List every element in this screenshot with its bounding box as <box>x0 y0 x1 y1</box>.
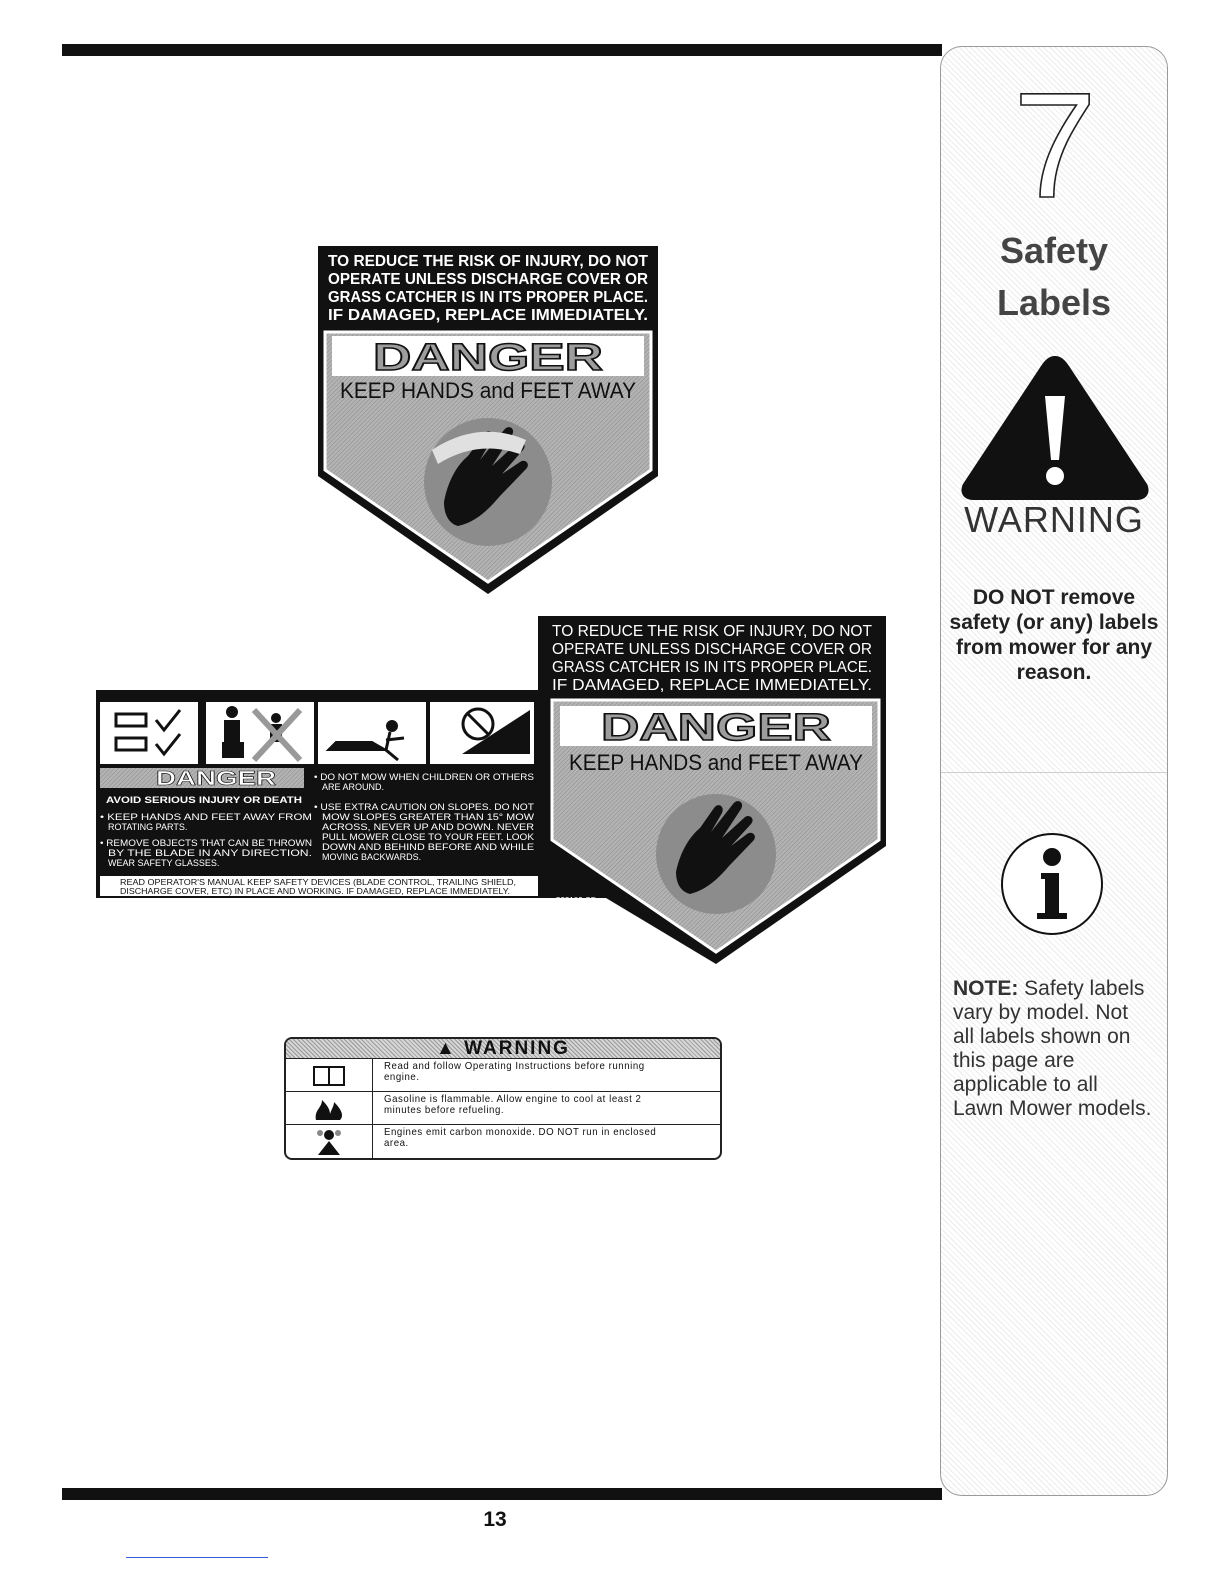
warning-row-1-text: Read and follow Operating Instructions before running engine. <box>384 1060 645 1083</box>
chapter-sidebar <box>940 46 1168 1496</box>
warning-row-2 <box>286 1091 720 1125</box>
top-rule <box>62 44 942 56</box>
small-danger-heading: DANGER <box>156 768 277 790</box>
info-icon <box>997 829 1107 939</box>
label1-danger-word: DANGER <box>373 337 603 379</box>
right-bullet-2b: MOW SLOPES GREATER THAN 15° MOW <box>322 812 535 822</box>
danger-combo-label <box>86 614 892 966</box>
right-bullet-2e: DOWN AND BEHIND BEFORE AND WHILE <box>322 842 534 852</box>
label1-top-line-4: IF DAMAGED, REPLACE IMMEDIATELY. <box>328 307 648 324</box>
left-bullet-1: • KEEP HANDS AND FEET AWAY FROM <box>100 812 312 822</box>
label1-top-line-1: TO REDUCE THE RISK OF INJURY, DO NOT <box>328 253 649 270</box>
right-bullet-2d: PULL MOWER CLOSE TO YOUR FEET. LOOK <box>322 832 534 842</box>
footer-line-2: DISCHARGE COVER, ETC) IN PLACE AND WORKING. IF DAMAGED, REPLACE IMMEDIATELY. <box>120 886 510 896</box>
warning-row-3-text: Engines emit carbon monoxide. DO NOT run in enclosed area. <box>384 1126 657 1149</box>
carbon-monoxide-icon <box>286 1125 373 1158</box>
left-bullet-2c: WEAR SAFETY GLASSES. <box>108 858 220 868</box>
warning-decal <box>284 1037 722 1160</box>
label2-part-number: 532102 CD <box>556 896 597 905</box>
left-bullet-2b: BY THE BLADE IN ANY DIRECTION. <box>108 848 312 858</box>
label1-top-line-3: GRASS CATCHER IS IN ITS PROPER PLACE. <box>328 289 648 306</box>
warning-decal-title-text: WARNING <box>464 1038 570 1059</box>
footer-link-underline[interactable] <box>126 1557 268 1558</box>
manual-icon <box>286 1059 373 1092</box>
warning-word: WARNING <box>964 499 1144 540</box>
chapter-number-text: 7 <box>1013 69 1097 209</box>
chapter-number <box>941 69 1168 209</box>
label2-top-line-3: GRASS CATCHER IS IN ITS PROPER PLACE. <box>552 659 872 676</box>
right-bullet-1b: ARE AROUND. <box>322 782 385 792</box>
chapter-title-line-2: Labels <box>996 282 1112 323</box>
right-bullet-2f: MOVING BACKWARDS. <box>322 852 422 862</box>
note-label: NOTE: <box>953 977 1019 1000</box>
note-body: Safety labels vary by model. Not all labels shown on this page are applicable to all Lawn Mower models. <box>953 977 1152 1120</box>
right-bullet-2c: ACROSS, NEVER UP AND DOWN. NEVER <box>322 822 535 832</box>
warning-row-1 <box>286 1058 720 1092</box>
warning-row-3 <box>286 1124 720 1158</box>
label1-top-line-2: OPERATE UNLESS DISCHARGE COVER OR <box>328 271 649 288</box>
sidebar-divider <box>941 772 1167 773</box>
bottom-rule <box>62 1488 942 1500</box>
chapter-title <box>941 225 1167 329</box>
label2-keep-away: KEEP HANDS and FEET AWAY <box>569 750 864 775</box>
left-bullet-2: • REMOVE OBJECTS THAT CAN BE THROWN <box>100 838 312 848</box>
fire-icon <box>286 1092 373 1125</box>
chapter-title-line-1: Safety <box>999 230 1109 271</box>
label2-top-line-4: IF DAMAGED, REPLACE IMMEDIATELY. <box>552 677 872 694</box>
right-bullet-1: • DO NOT MOW WHEN CHILDREN OR OTHERS <box>314 772 534 782</box>
footer-line-1: READ OPERATOR'S MANUAL KEEP SAFETY DEVICES (BLADE CONTROL, TRAILING SHIELD, <box>120 877 516 887</box>
label1-keep-away: KEEP HANDS and FEET AWAY <box>340 378 637 403</box>
right-bullet-2: • USE EXTRA CAUTION ON SLOPES. DO NOT <box>314 802 535 812</box>
warning-triangle-icon <box>957 352 1153 502</box>
danger-hands-label <box>312 244 664 596</box>
max-slope-label: MAX 15° <box>490 753 526 763</box>
note-text-block <box>953 977 1153 1121</box>
label2-top-line-2: OPERATE UNLESS DISCHARGE COVER OR <box>552 641 872 658</box>
label2-danger-word: DANGER <box>601 707 831 749</box>
avoid-injury-line: AVOID SERIOUS INJURY OR DEATH <box>106 795 303 806</box>
left-bullet-1b: ROTATING PARTS. <box>108 822 188 832</box>
label2-top-line-1: TO REDUCE THE RISK OF INJURY, DO NOT <box>552 623 873 640</box>
page-number: 13 <box>483 1508 507 1531</box>
warning-decal-title: ▲ WARNING <box>286 1039 720 1058</box>
warning-note: DO NOT remove safety (or any) labels from mower for any reason. <box>949 586 1159 684</box>
warning-row-2-text: Gasoline is flammable. Allow engine to cool at least 2 minutes before refueling. <box>384 1093 642 1116</box>
